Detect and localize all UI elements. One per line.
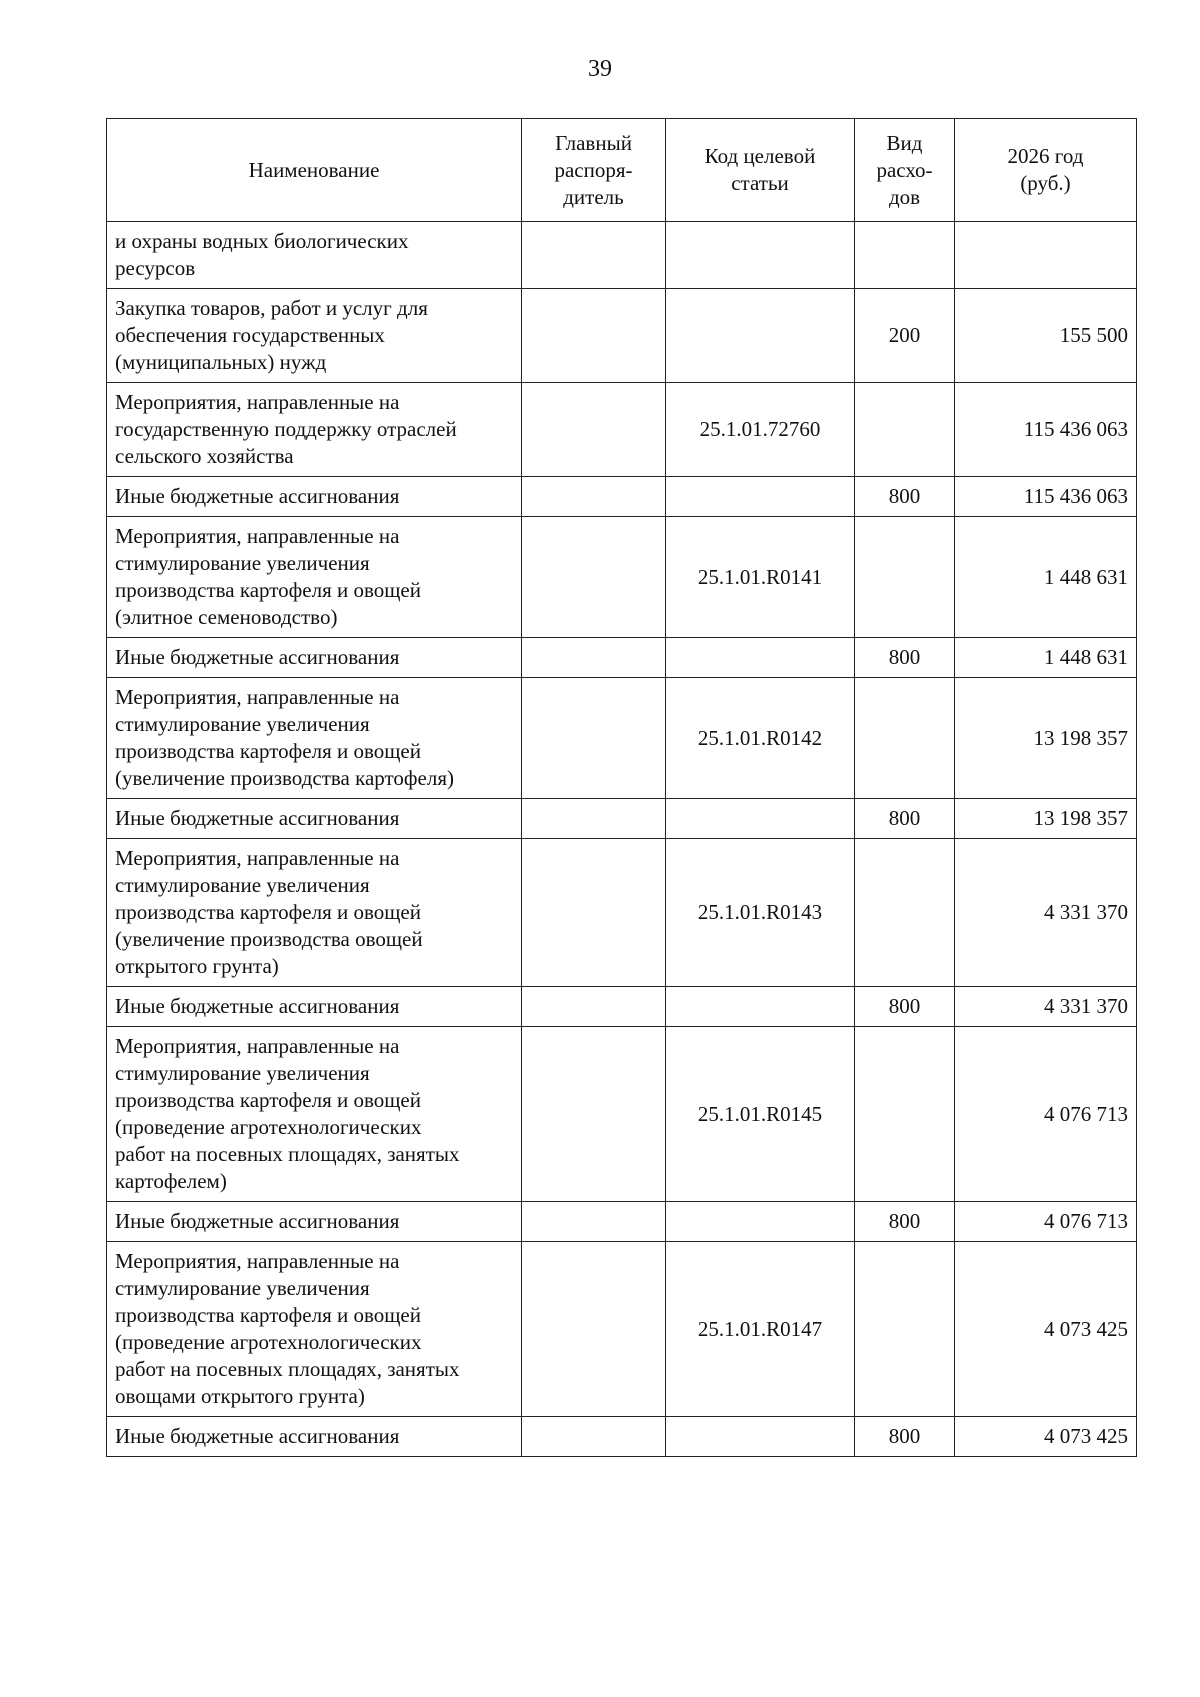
- row-name-line: производства картофеля и овощей: [115, 739, 421, 763]
- header-expense-type-line: расхо-: [876, 157, 933, 182]
- row-expense-type-cell: [855, 839, 955, 987]
- row-manager-cell: [522, 799, 666, 839]
- row-name-cell: [107, 477, 522, 517]
- row-code-cell: 25.1.01.R0142: [666, 678, 855, 799]
- table-row: [107, 1417, 1137, 1457]
- header-name: [107, 119, 522, 222]
- row-manager-cell: [522, 1027, 666, 1202]
- row-name-line: производства картофеля и овощей: [115, 900, 421, 924]
- row-name-line: производства картофеля и овощей: [115, 1303, 421, 1327]
- row-expense-type-cell: [855, 1242, 955, 1417]
- table-row: [107, 477, 1137, 517]
- row-expense-type-cell: [855, 1027, 955, 1202]
- row-code-cell: [666, 799, 855, 839]
- row-code-cell: [666, 477, 855, 517]
- row-name-line: работ на посевных площадях, занятых: [115, 1357, 460, 1381]
- header-amount-line: (руб.): [1020, 171, 1071, 195]
- row-name-line: сельского хозяйства: [115, 444, 294, 468]
- row-code-cell: [666, 222, 855, 289]
- row-name-cell: [107, 517, 522, 638]
- row-name-line: работ на посевных площадях, занятых: [115, 1142, 460, 1166]
- row-name-cell: [107, 678, 522, 799]
- row-expense-type-cell: 800: [855, 799, 955, 839]
- row-code-cell: [666, 638, 855, 678]
- header-expense-type-line: дов: [888, 184, 921, 209]
- row-name-line: стимулирование увеличения: [115, 551, 370, 575]
- row-name-line: Иные бюджетные ассигнования: [115, 645, 400, 669]
- row-expense-type-cell: 800: [855, 987, 955, 1027]
- table-row: [107, 1202, 1137, 1242]
- header-target-code-line: Код целевой: [704, 144, 816, 168]
- row-name-cell: [107, 1027, 522, 1202]
- table-row: [107, 799, 1137, 839]
- row-expense-type-cell: 800: [855, 638, 955, 678]
- row-name-cell: [107, 987, 522, 1027]
- row-name-line: государственную поддержку отраслей: [115, 417, 457, 441]
- row-amount-cell: 4 073 425: [955, 1242, 1137, 1417]
- row-amount-cell: 13 198 357: [955, 678, 1137, 799]
- row-amount-cell: 115 436 063: [955, 383, 1137, 477]
- row-name-line: овощами открытого грунта): [115, 1384, 365, 1408]
- row-manager-cell: [522, 383, 666, 477]
- table-row: [107, 987, 1137, 1027]
- row-name-line: (увеличение производства картофеля): [115, 766, 454, 790]
- row-code-cell: 25.1.01.72760: [666, 383, 855, 477]
- row-manager-cell: [522, 289, 666, 383]
- row-manager-cell: [522, 1417, 666, 1457]
- row-expense-type-cell: 800: [855, 1417, 955, 1457]
- row-code-cell: [666, 987, 855, 1027]
- row-amount-cell: 155 500: [955, 289, 1137, 383]
- row-amount-cell: [955, 222, 1137, 289]
- row-name-line: (муниципальных) нужд: [115, 350, 327, 374]
- header-main-manager-line: дитель: [563, 184, 624, 209]
- row-amount-cell: 1 448 631: [955, 517, 1137, 638]
- row-amount-cell: 4 331 370: [955, 839, 1137, 987]
- header-amount: [955, 119, 1137, 222]
- row-expense-type-cell: 800: [855, 477, 955, 517]
- row-expense-type-cell: [855, 383, 955, 477]
- row-name-line: и охраны водных биологических: [115, 229, 409, 253]
- row-name-cell: [107, 1417, 522, 1457]
- row-name-line: Иные бюджетные ассигнования: [115, 994, 400, 1018]
- row-code-cell: 25.1.01.R0147: [666, 1242, 855, 1417]
- header-target-code-line: статьи: [731, 171, 789, 195]
- row-name-line: Мероприятия, направленные на: [115, 1034, 400, 1058]
- table-row: [107, 289, 1137, 383]
- row-expense-type-cell: [855, 678, 955, 799]
- table-row: [107, 1242, 1137, 1417]
- row-name-line: стимулирование увеличения: [115, 1061, 370, 1085]
- row-name-line: обеспечения государственных: [115, 323, 385, 347]
- row-name-cell: [107, 289, 522, 383]
- table-row: [107, 1027, 1137, 1202]
- row-expense-type-cell: 200: [855, 289, 955, 383]
- row-manager-cell: [522, 517, 666, 638]
- row-manager-cell: [522, 222, 666, 289]
- row-expense-type-cell: [855, 517, 955, 638]
- row-manager-cell: [522, 987, 666, 1027]
- row-name-line: Закупка товаров, работ и услуг для: [115, 296, 428, 320]
- row-name-line: Иные бюджетные ассигнования: [115, 1424, 400, 1448]
- row-code-cell: [666, 289, 855, 383]
- row-name-line: (элитное семеноводство): [115, 605, 338, 629]
- row-expense-type-cell: 800: [855, 1202, 955, 1242]
- row-amount-cell: 13 198 357: [955, 799, 1137, 839]
- row-amount-cell: 4 076 713: [955, 1202, 1137, 1242]
- row-name-line: картофелем): [115, 1169, 227, 1193]
- table-body: [107, 222, 1137, 1457]
- row-code-cell: 25.1.01.R0141: [666, 517, 855, 638]
- row-name-line: стимулирование увеличения: [115, 1276, 370, 1300]
- row-name-line: (проведение агротехнологических: [115, 1330, 422, 1354]
- row-expense-type-cell: [855, 222, 955, 289]
- row-code-cell: 25.1.01.R0145: [666, 1027, 855, 1202]
- row-manager-cell: [522, 839, 666, 987]
- row-manager-cell: [522, 638, 666, 678]
- row-name-line: Иные бюджетные ассигнования: [115, 1209, 400, 1233]
- row-name-cell: [107, 1242, 522, 1417]
- row-name-line: производства картофеля и овощей: [115, 578, 421, 602]
- row-name-line: производства картофеля и овощей: [115, 1088, 421, 1112]
- budget-table: [106, 118, 1137, 1457]
- row-name-cell: [107, 638, 522, 678]
- row-name-line: стимулирование увеличения: [115, 873, 370, 897]
- row-name-cell: [107, 1202, 522, 1242]
- row-name-cell: [107, 222, 522, 289]
- row-code-cell: [666, 1202, 855, 1242]
- header-expense-type: [855, 119, 955, 222]
- header-expense-type-line: Вид: [886, 130, 923, 155]
- table-row: [107, 517, 1137, 638]
- header-main-manager: [522, 119, 666, 222]
- header-main-manager-line: Главный: [555, 130, 632, 155]
- row-name-line: Мероприятия, направленные на: [115, 390, 400, 414]
- table-row: [107, 383, 1137, 477]
- row-code-cell: 25.1.01.R0143: [666, 839, 855, 987]
- table-row: [107, 839, 1137, 987]
- row-amount-cell: 4 076 713: [955, 1027, 1137, 1202]
- row-manager-cell: [522, 678, 666, 799]
- row-name-cell: [107, 799, 522, 839]
- table-row: [107, 222, 1137, 289]
- row-name-line: Мероприятия, направленные на: [115, 846, 400, 870]
- table-row: [107, 638, 1137, 678]
- row-amount-cell: 1 448 631: [955, 638, 1137, 678]
- row-name-line: (проведение агротехнологических: [115, 1115, 422, 1139]
- header-target-code: [666, 119, 855, 222]
- row-name-cell: [107, 839, 522, 987]
- row-name-line: Иные бюджетные ассигнования: [115, 806, 400, 830]
- row-name-line: Мероприятия, направленные на: [115, 1249, 400, 1273]
- row-name-line: ресурсов: [115, 256, 196, 280]
- row-manager-cell: [522, 1202, 666, 1242]
- row-manager-cell: [522, 477, 666, 517]
- row-name-line: Иные бюджетные ассигнования: [115, 484, 400, 508]
- row-name-line: Мероприятия, направленные на: [115, 524, 400, 548]
- header-main-manager-line: распоря-: [554, 157, 633, 182]
- row-name-line: (увеличение производства овощей: [115, 927, 423, 951]
- table-header-row: [107, 119, 1137, 222]
- row-code-cell: [666, 1417, 855, 1457]
- table-row: [107, 678, 1137, 799]
- row-amount-cell: 4 331 370: [955, 987, 1137, 1027]
- header-name-text: Наименование: [248, 157, 380, 182]
- header-amount-line: 2026 год: [1007, 144, 1084, 168]
- row-name-line: Мероприятия, направленные на: [115, 685, 400, 709]
- row-amount-cell: 4 073 425: [955, 1417, 1137, 1457]
- row-name-line: стимулирование увеличения: [115, 712, 370, 736]
- row-amount-cell: 115 436 063: [955, 477, 1137, 517]
- row-name-cell: [107, 383, 522, 477]
- row-name-line: открытого грунта): [115, 954, 279, 978]
- row-manager-cell: [522, 1242, 666, 1417]
- page-number: 39: [588, 56, 612, 82]
